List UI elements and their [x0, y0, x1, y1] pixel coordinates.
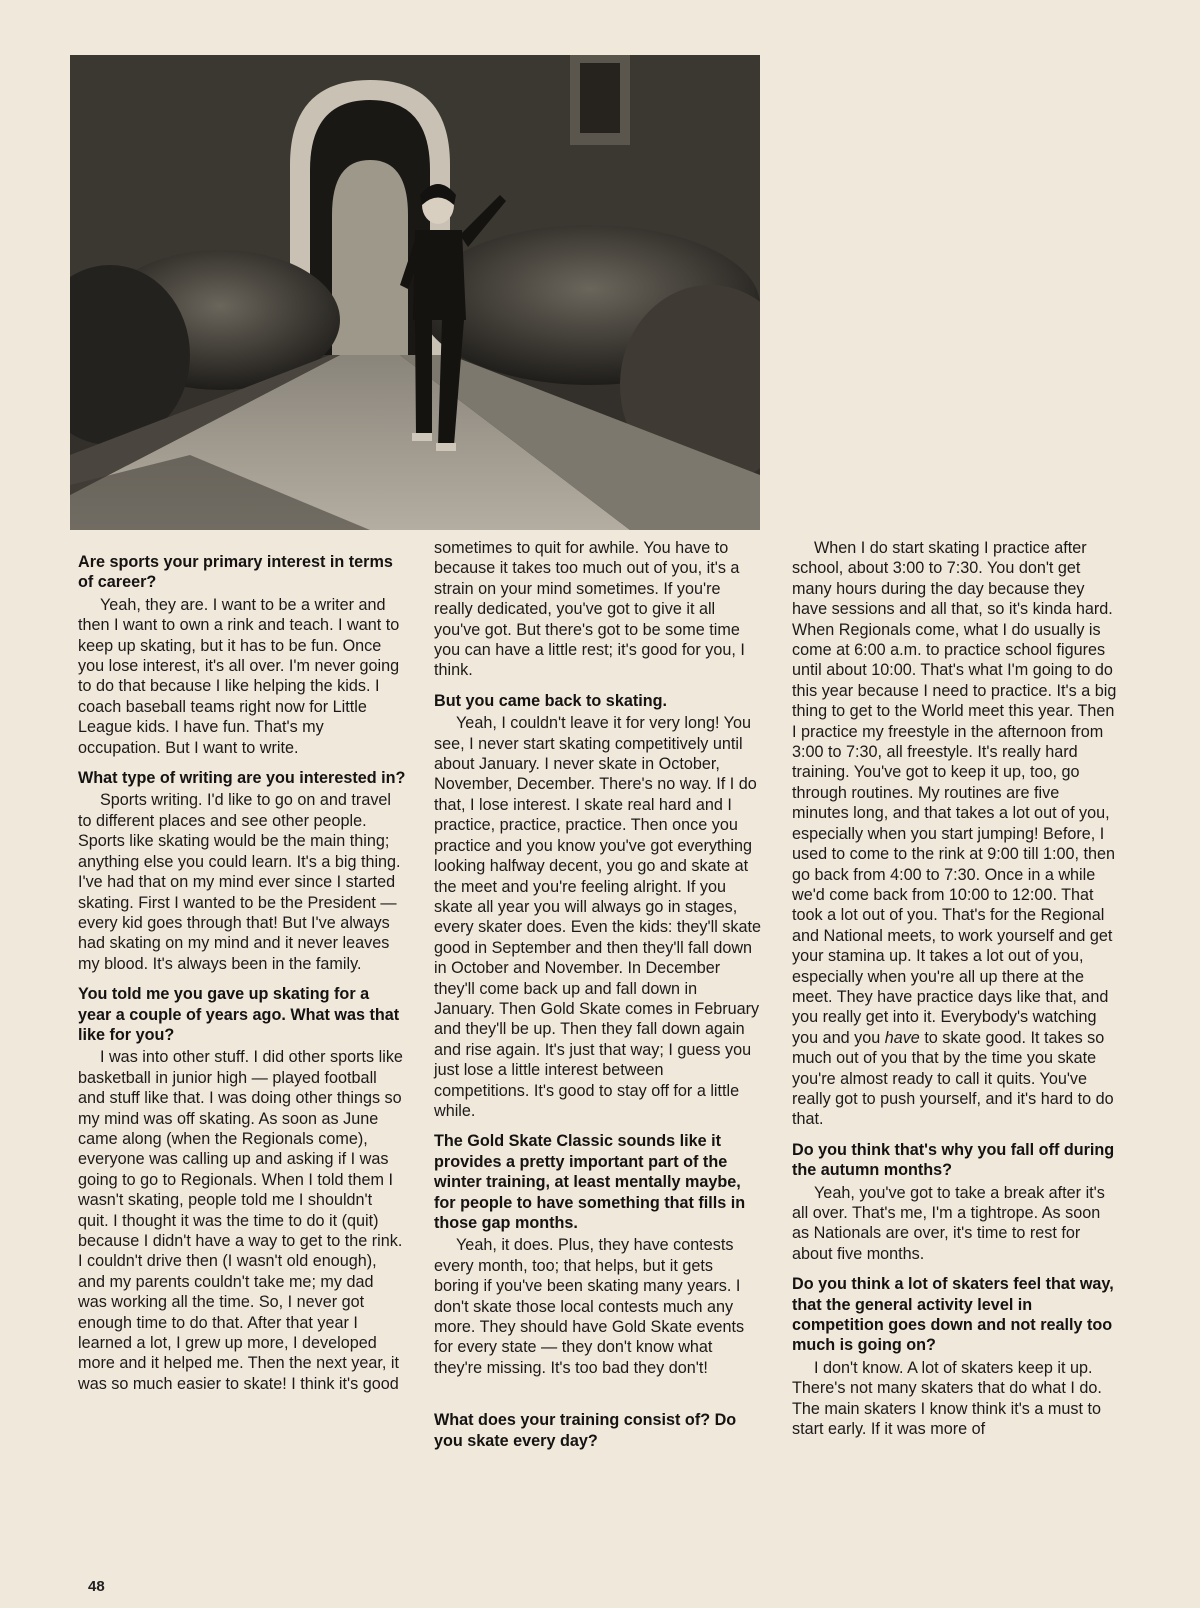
question-heading: But you came back to skating. [434, 691, 667, 710]
question-heading: You told me you gave up skating for a year a couple of years ago. What was that like for you? [78, 985, 400, 1044]
question-heading: Do you think a lot of skaters feel that way, that the general activity level in competition goes down and not really too much is going on? [792, 1275, 1114, 1355]
answer-text-part: When I do start skating I practice after school, about 3:00 to 7:30. You don't get many hours during the day because they have sessions and all that, so it's kinda hard. When Regionals come, what I do usually is come at 6:00 a.m. to practice school figures until about 10:00. That's what I'm going to do this year because I need to practice. It's a big thing to get to the World meet this year. Then I practice my freestyle in the afternoon from 3:00 to 7:30, all freestyle. It's really hard training. You've got to keep it up, too, go through routines. My routines are five minutes long, and that takes a lot out of you, especially when you start jumping! Before, I used to come to the rink at 9:00 till 1:00, then go back from 4:00 to 7:30. Once in a while we'd come back from 10:00 to 12:00. That took a lot out of you. That's for the Regional and National meets, to work yourself and get your stamina up. It takes a lot out of you, especially when you're all up there at the meet. They have practice days like that, and you really get into it. Everybody's watching you and you [792, 539, 1117, 1047]
question-heading: What does your training consist of? Do you skate every day? [434, 1411, 737, 1450]
page-number: 48 [88, 1578, 105, 1595]
emphasis-text: have [884, 1028, 920, 1047]
answer-text: Yeah, it does. Plus, they have contests every month, too; that helps, but it gets boring if you've been skating many years. I don't skate those local contests much any more. They should have Gold Skate events for every state — they don't know what they're missing. It's too bad they don't! [434, 1236, 745, 1377]
answer-text-part: to skate good. It takes so much out of you that by the time you skate you're almost ready to call it quits. You've really got to push yourself, and it's hard to do that. [792, 1028, 1114, 1129]
question-heading: What type of writing are you interested in? [78, 769, 406, 788]
answer-text: I was into other stuff. I did other sports like basketball in junior high — played football and stuff like that. I was doing other things so my mind was off skating. As soon as June came along (when the Regionals come), everyone was calling up and asking if I was going to go to Regionals. When I told them I wasn't skating, people told me I shouldn't quit. I thought it was the time to do it (quit) because I didn't have a way to get to the rink. I couldn't drive then (I wasn't old enough), and my parents couldn't take me; my dad was working all the time. So, I never got enough time to do that. After that year I learned a lot, I grew up more, I developed more and it helped me. Then the next year, it was so much easier to skate! I think it's good [78, 1048, 403, 1393]
answer-text: Yeah, I couldn't leave it for very long! You see, I never start skating competitively until about January. I never skate in October, November, December. There's no way. If I do that, I lose interest. I skate real hard and I practice, practice, practice. Then once you practice and you know you've got everything looking halfway decent, you go and skate at the meet and you're feeling alright. If you skate all year you will always go in stages, every skater does. Even the kids: they'll skate good in September and then they'll fall down in October and November. In December they'll come back up and fall down in January. Then Gold Skate comes in February and they'll be up. Then they fall down again and rise again. It's just that way; I guess you just lose a little interest between competitions. It's good to stay off for a little while. [434, 714, 761, 1120]
skater-photo [70, 55, 760, 530]
column-2 [434, 538, 762, 1453]
answer-text: Yeah, they are. I want to be a writer and then I want to own a rink and teach. I want to keep up skating, but it has to be fun. Once you lose interest, it's all over. I'm never going to do that because I like helping the kids. I coach baseball teams right now for Little League kids. I have fun. That's my occupation. But I want to write. [78, 595, 400, 757]
question-heading: Do you think that's why you fall off during the autumn months? [792, 1140, 1115, 1180]
column-1 [78, 538, 406, 1394]
answer-text: Yeah, you've got to take a break after it's all over. That's me, I'm a tightrope. As soon as Nationals are over, it's time to rest for about five months. [792, 1183, 1105, 1263]
answer-text: Sports writing. I'd like to go on and travel to different places and see other people. Sports like skating would be the main thing; anything else you could learn. It's a big thing. I've had that on my mind ever since I started skating. First I wanted to be the President — every kid goes through that! But I've always had skating on my mind and it never leaves my blood. It's always been in the family. [78, 791, 401, 973]
column-3 [792, 538, 1120, 1439]
answer-text: sometimes to quit for awhile. You have to because it takes too much out of you, it's a strain on your mind sometimes. If you're really dedicated, you've got to give it all you've got. But there's got to be some time you can have a little rest; it's good for you, I think. [434, 539, 745, 680]
question-heading: The Gold Skate Classic sounds like it provides a pretty important part of the winter training, at least mentally maybe, for people to have something that fills in those gap months. [434, 1132, 746, 1232]
answer-text [792, 538, 1120, 1130]
answer-text: I don't know. A lot of skaters keep it up. There's not many skaters that do what I do. The main skaters I know think it's a must to start early. If it was more of [792, 1358, 1102, 1439]
question-heading: Are sports your primary interest in terms of career? [78, 553, 393, 592]
